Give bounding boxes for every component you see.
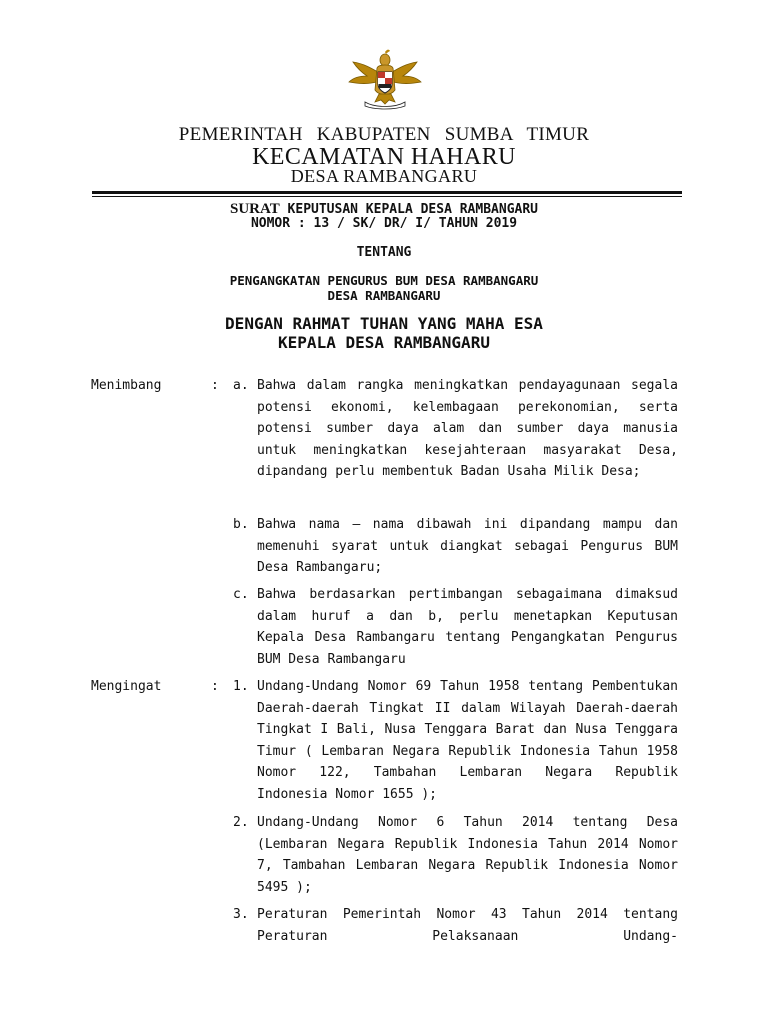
letterhead-district: KECAMATAN HAHARU	[252, 144, 516, 170]
mengingat-item-3: Peraturan Pemerintah Nomor 43 Tahun 2014 tentang Peraturan Pelaksanaan Undang-	[257, 907, 678, 944]
menimbang-label: Menimbang	[91, 378, 162, 393]
menimbang-marker-a: a.	[233, 378, 249, 393]
preamble-line2: KEPALA DESA RAMBANGARU	[278, 333, 490, 352]
menimbang-item-b: Bahwa nama – nama dibawah ini dipandang mampu dan memenuhi syarat untuk diangkat sebagai Pengurus BUM Desa Rambangaru;	[257, 517, 678, 575]
decree-title-rest: KEPUTUSAN KEPALA DESA RAMBANGARU	[279, 202, 538, 217]
mengingat-marker-3: 3.	[233, 907, 249, 922]
menimbang-marker-b: b.	[233, 517, 249, 532]
decree-subject-line2: DESA RAMBANGARU	[327, 288, 441, 303]
decree-tentang: TENTANG	[356, 245, 412, 260]
menimbang-item-a: Bahwa dalam rangka meningkatkan pendayagunaan segala potensi ekonomi, kelembagaan perekonomian, serta potensi sumber daya alam dan sumber daya manusia untuk meningkatkan kesejahteraan masyarakat Desa, dipandang perlu membentuk Badan Usaha Milik Desa;	[257, 378, 678, 479]
letterhead-government: PEMERINTAH KABUPATEN SUMBA TIMUR	[178, 124, 590, 145]
menimbang-item-c: Bahwa berdasarkan pertimbangan sebagaimana dimaksud dalam huruf a dan b, perlu menetapkan Keputusan Kepala Desa Rambangaru tentang Pengangkatan Pengurus BUM Desa Rambangaru	[257, 587, 678, 667]
mengingat-marker-2: 2.	[233, 815, 249, 830]
mengingat-colon: :	[211, 679, 219, 694]
menimbang-marker-c: c.	[233, 587, 249, 602]
decree-number: NOMOR : 13 / SK/ DR/ I/ TAHUN 2019	[250, 216, 518, 231]
mengingat-item-1: Undang-Undang Nomor 69 Tahun 1958 tentang Pembentukan Daerah-daerah Tingkat II dalam Wilayah Daerah-daerah Tingkat I Bali, Nusa Tenggara Barat dan Nusa Tenggara Timur ( Lembaran Negara Republik Indonesia Tahun 1958 Nomor 122, Tambahan Lembaran Negara Republik Indonesia Nomor 1655 );	[257, 679, 678, 802]
mengingat-marker-1: 1.	[233, 679, 249, 694]
garuda-emblem-icon	[341, 46, 429, 110]
decree-subject-line1: PENGANGKATAN PENGURUS BUM DESA RAMBANGARU	[229, 273, 539, 288]
mengingat-label: Mengingat	[91, 679, 162, 694]
menimbang-colon: :	[211, 378, 219, 393]
letterhead-rule-thin	[92, 196, 682, 197]
letterhead-village: DESA RAMBANGARU	[290, 166, 478, 186]
decree-title-surat: SURAT	[229, 201, 280, 217]
preamble-line1: DENGAN RAHMAT TUHAN YANG MAHA ESA	[225, 314, 543, 333]
mengingat-item-2: Undang-Undang Nomor 6 Tahun 2014 tentang Desa (Lembaran Negara Republik Indonesia Tahun 2014 Nomor 7, Tambahan Lembaran Negara Republik Indonesia Nomor 5495 );	[257, 815, 678, 895]
letterhead-rule-thick	[92, 191, 682, 194]
